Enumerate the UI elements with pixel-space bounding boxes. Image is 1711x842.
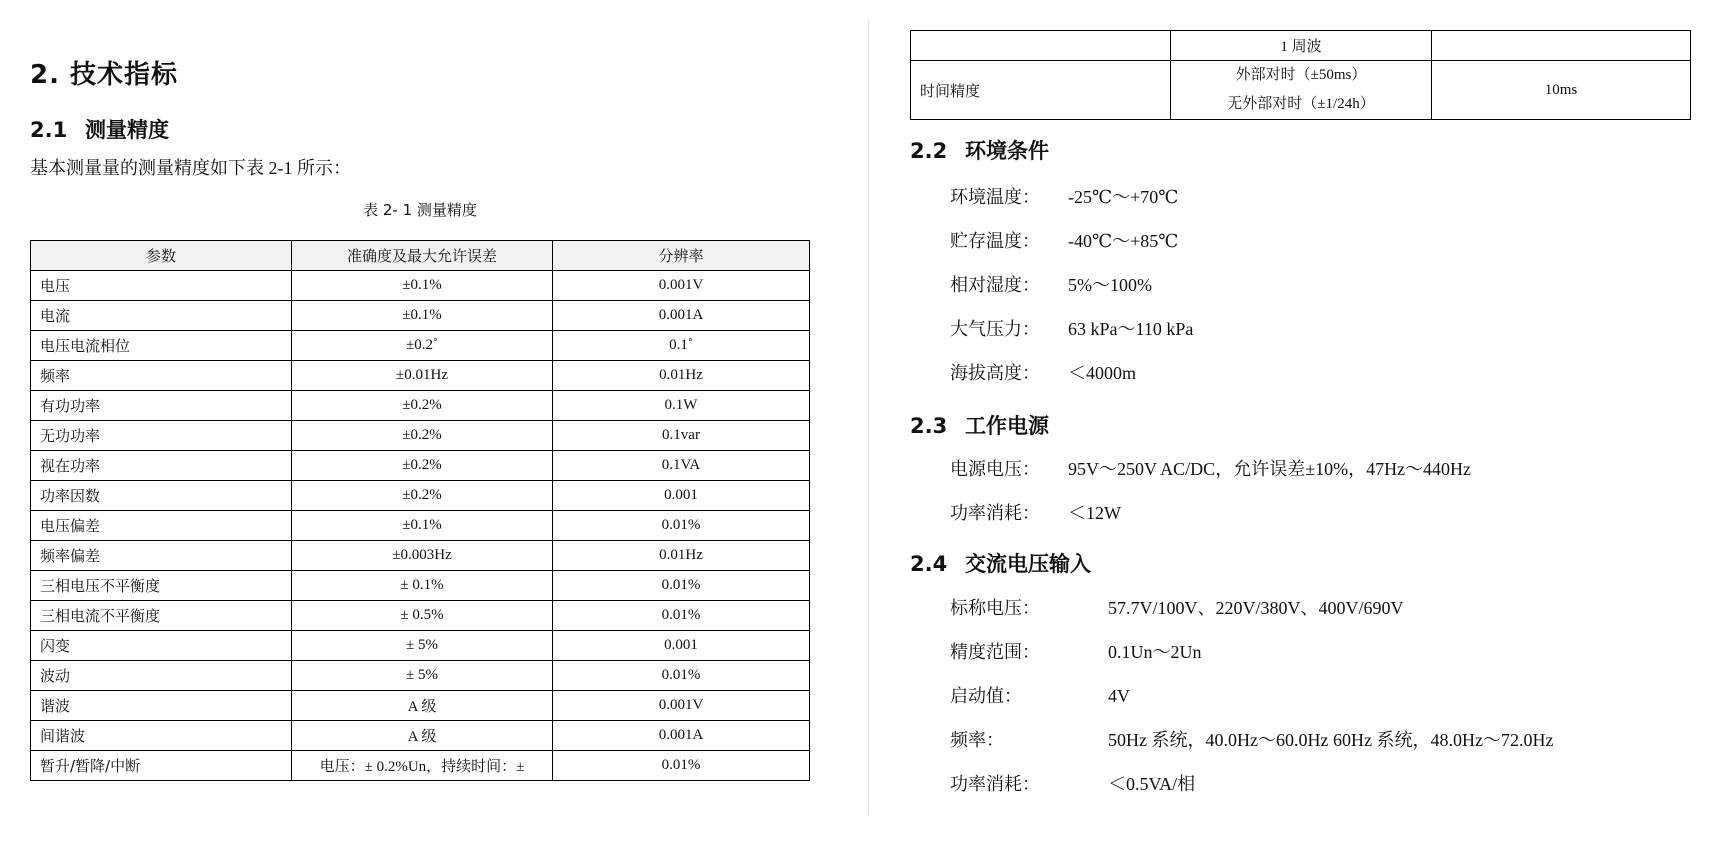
table-caption: 表 2- 1 测量精度 bbox=[363, 201, 477, 219]
table-cell: 三相电压不平衡度 bbox=[31, 571, 292, 601]
table-cell: ± 5% bbox=[292, 631, 553, 661]
time-precision-table bbox=[910, 30, 1691, 120]
table-row bbox=[31, 481, 810, 511]
table-cell: A 级 bbox=[292, 721, 553, 751]
table-cell: ± 5% bbox=[292, 661, 553, 691]
table-cell bbox=[911, 31, 1171, 61]
spec-label: 电源电压： bbox=[950, 459, 1040, 479]
table-cell: 0.1W bbox=[553, 391, 810, 421]
table-cell: 10ms bbox=[1432, 61, 1691, 120]
section-number: 2.2 bbox=[910, 139, 948, 163]
table-cell: 0.001 bbox=[553, 631, 810, 661]
spec-label: 精度范围： bbox=[950, 642, 1040, 662]
spec-label: 海拔高度： bbox=[950, 363, 1040, 383]
table-row bbox=[31, 391, 810, 421]
table-row bbox=[31, 271, 810, 301]
table-cell: 间谐波 bbox=[31, 721, 292, 751]
spec-label: 环境温度： bbox=[950, 187, 1040, 207]
spec-item bbox=[950, 638, 1202, 664]
table-row bbox=[31, 751, 810, 781]
table-row bbox=[31, 421, 810, 451]
spec-value: -40℃～+85℃ bbox=[1068, 231, 1179, 251]
spec-label: 功率消耗： bbox=[950, 774, 1040, 794]
spec-item bbox=[950, 499, 1121, 525]
spec-item bbox=[950, 359, 1136, 385]
table-cell: 0.01% bbox=[553, 571, 810, 601]
spec-value: ＜12W bbox=[1068, 503, 1121, 523]
section-title: 测量精度 bbox=[85, 118, 169, 142]
header-accuracy: 准确度及最大允许误差 bbox=[292, 241, 553, 271]
table-cell: 电压：± 0.2%Un，持续时间：± bbox=[292, 751, 553, 781]
header-param: 参数 bbox=[31, 241, 292, 271]
table-cell: 闪变 bbox=[31, 631, 292, 661]
table-cell: ±0.2˚ bbox=[292, 331, 553, 361]
spec-value: 50Hz 系统，40.0Hz～60.0Hz 60Hz 系统，48.0Hz～72.0Hz bbox=[1108, 730, 1554, 750]
table-row bbox=[31, 721, 810, 751]
table-cell: ±0.2% bbox=[292, 421, 553, 451]
table-header-row bbox=[31, 241, 810, 271]
table-row bbox=[31, 451, 810, 481]
table-cell: 1 周波 bbox=[1171, 31, 1432, 61]
table-cell: ±0.003Hz bbox=[292, 541, 553, 571]
table-cell: ±0.1% bbox=[292, 301, 553, 331]
table-cell: ±0.1% bbox=[292, 511, 553, 541]
table-row bbox=[31, 601, 810, 631]
spec-item bbox=[950, 455, 1471, 481]
spec-label: 频率： bbox=[950, 730, 1004, 750]
table-cell: 谐波 bbox=[31, 691, 292, 721]
table-cell: 电压 bbox=[31, 271, 292, 301]
spec-label: 启动值： bbox=[950, 686, 1022, 706]
table-row bbox=[31, 301, 810, 331]
precision-table-body bbox=[31, 271, 810, 781]
table-row bbox=[31, 361, 810, 391]
section-number: 2.1 bbox=[30, 118, 68, 142]
table-cell: 0.001 bbox=[553, 481, 810, 511]
section-2-1-heading bbox=[30, 114, 169, 144]
table-cell: ±0.2% bbox=[292, 451, 553, 481]
table-row bbox=[911, 31, 1691, 61]
spec-item bbox=[950, 227, 1178, 253]
section-number: 2.4 bbox=[910, 552, 948, 576]
spec-value: 57.7V/100V、220V/380V、400V/690V bbox=[1108, 598, 1404, 618]
table-cell: 频率 bbox=[31, 361, 292, 391]
table-row bbox=[31, 511, 810, 541]
table-cell bbox=[1171, 61, 1432, 120]
spec-item bbox=[950, 682, 1130, 708]
table-cell: 0.01Hz bbox=[553, 361, 810, 391]
spec-label: 大气压力： bbox=[950, 319, 1040, 339]
table-cell: 0.01% bbox=[553, 601, 810, 631]
table-cell: 0.1VA bbox=[553, 451, 810, 481]
section-title: 环境条件 bbox=[965, 139, 1049, 163]
table-cell: 0.01% bbox=[553, 511, 810, 541]
precision-table bbox=[30, 240, 810, 781]
spec-value: 95V～250V AC/DC，允许误差±10%，47Hz～440Hz bbox=[1068, 459, 1472, 479]
spec-label: 标称电压： bbox=[950, 598, 1040, 618]
table-cell: 0.001V bbox=[553, 691, 810, 721]
table-cell: 0.1˚ bbox=[553, 331, 810, 361]
table-row bbox=[31, 691, 810, 721]
table-cell: 0.001A bbox=[553, 301, 810, 331]
spec-value: ＜0.5VA/相 bbox=[1108, 774, 1196, 794]
section-2-3-heading bbox=[910, 410, 1049, 440]
table-cell bbox=[1432, 31, 1691, 61]
table-row bbox=[31, 661, 810, 691]
spec-item bbox=[950, 726, 1553, 752]
cell-line: 外部对时（±50ms） bbox=[1235, 67, 1367, 83]
table-cell: 无功功率 bbox=[31, 421, 292, 451]
spec-item bbox=[950, 770, 1195, 796]
table-cell: ±0.2% bbox=[292, 481, 553, 511]
table-cell: ± 0.1% bbox=[292, 571, 553, 601]
table-cell: 视在功率 bbox=[31, 451, 292, 481]
spec-value: ＜4000m bbox=[1068, 363, 1137, 383]
spec-value: 0.1Un～2Un bbox=[1108, 642, 1202, 662]
spec-item bbox=[950, 315, 1193, 341]
table-cell: 波动 bbox=[31, 661, 292, 691]
section-2-4-heading bbox=[910, 548, 1091, 578]
table-cell: 0.001A bbox=[553, 721, 810, 751]
table-row bbox=[31, 541, 810, 571]
table-cell: 0.1var bbox=[553, 421, 810, 451]
table-cell: 电压偏差 bbox=[31, 511, 292, 541]
table-cell: 暂升/暂降/中断 bbox=[31, 751, 292, 781]
table-cell: 时间精度 bbox=[911, 61, 1171, 120]
table-cell: 0.01% bbox=[553, 661, 810, 691]
spec-label: 贮存温度： bbox=[950, 231, 1040, 251]
table-cell: 功率因数 bbox=[31, 481, 292, 511]
section-title: 交流电压输入 bbox=[965, 552, 1091, 576]
table-cell: 0.001V bbox=[553, 271, 810, 301]
table-cell: A 级 bbox=[292, 691, 553, 721]
table-row bbox=[31, 571, 810, 601]
table-row bbox=[31, 631, 810, 661]
table-cell: 0.01% bbox=[553, 751, 810, 781]
section-number: 2.3 bbox=[910, 414, 948, 438]
spec-label: 功率消耗： bbox=[950, 503, 1040, 523]
table-cell: 电压电流相位 bbox=[31, 331, 292, 361]
spec-item bbox=[950, 594, 1404, 620]
table-row bbox=[911, 61, 1691, 120]
spec-item bbox=[950, 183, 1178, 209]
spec-value: -25℃～+70℃ bbox=[1068, 187, 1179, 207]
spec-value: 4V bbox=[1108, 686, 1130, 706]
table-cell: ± 0.5% bbox=[292, 601, 553, 631]
header-resolution: 分辨率 bbox=[553, 241, 810, 271]
table-cell: 0.01Hz bbox=[553, 541, 810, 571]
spec-label: 相对湿度： bbox=[950, 275, 1040, 295]
section-2-2-heading bbox=[910, 135, 1049, 165]
table-cell: ±0.01Hz bbox=[292, 361, 553, 391]
page-divider bbox=[868, 20, 869, 815]
spec-value: 5%～100% bbox=[1068, 275, 1152, 295]
section-title: 工作电源 bbox=[965, 414, 1049, 438]
table-cell: 三相电流不平衡度 bbox=[31, 601, 292, 631]
section-2-heading: 2. 技术指标 bbox=[30, 60, 179, 90]
table-row bbox=[31, 331, 810, 361]
table-cell: 有功功率 bbox=[31, 391, 292, 421]
cell-line: 无外部对时（±1/24h） bbox=[1227, 96, 1375, 112]
table-cell: ±0.1% bbox=[292, 271, 553, 301]
intro-paragraph: 基本测量量的测量精度如下表 2-1 所示： bbox=[30, 158, 351, 178]
table-cell: 电流 bbox=[31, 301, 292, 331]
table-cell: 频率偏差 bbox=[31, 541, 292, 571]
table-cell: ±0.2% bbox=[292, 391, 553, 421]
spec-item bbox=[950, 271, 1152, 297]
spec-value: 63 kPa～110 kPa bbox=[1068, 319, 1194, 339]
